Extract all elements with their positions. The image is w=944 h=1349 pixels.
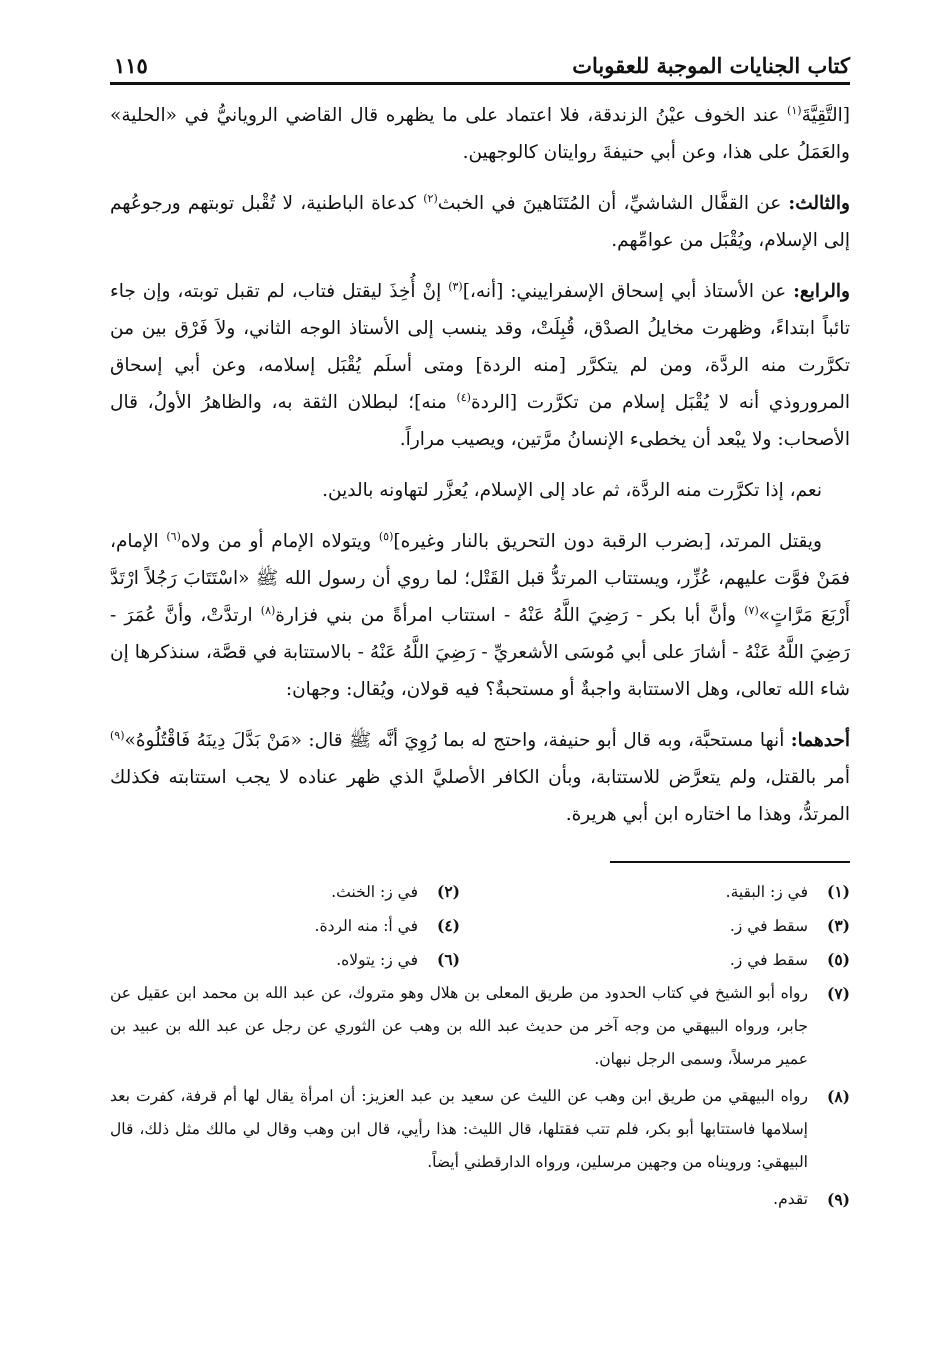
- footnote-ref: (٥): [378, 529, 394, 543]
- document-page: [110, 42, 850, 1220]
- footnote-ref: (١): [787, 103, 802, 117]
- footnote-ref: (٩): [110, 728, 125, 742]
- page-header: [110, 42, 850, 85]
- footnote-ref: (٣): [448, 279, 463, 293]
- footnotes-short: [110, 875, 850, 977]
- footnote: (٨) رواه البيهقي من طريق ابن وهب عن الليث عن سعيد بن عبد العزيز: أن امرأة يقال لها أم قرفة، كفرت بعد إسلامها فاستتابها أبو بكر، فلم تتب فقتلها، قال الليث: هذا رأيي، قال ابن وهب وقال لي مالك مثل ذلك، قال البيهقي: ورويناه من وجهين مرسلين، ورواه الدارقطني أيضاً.: [110, 1087, 850, 1171]
- footnote: (٢) في ز: الخنث.: [331, 882, 460, 901]
- paragraph-1: [التَّقِيَّةَ$^{(١)}$ عند الخوف عيْنُ الزندقة، فلا اعتماد على ما يظهره قال القاضي الرويانيُّ في «الحلية» والعَمَلُ على هذا، وعن أبي حنيفةَ روايتان كالوجهين.: [110, 103, 850, 163]
- paragraph-4: نعم، إذا تكرَّرت منه الردَّة، ثم عاد إلى الإسلام، يُعزَّر لتهاونه بالدين.: [322, 480, 822, 501]
- paragraph-lead: أحدهما:: [790, 730, 850, 751]
- paragraph-third-opinion: والثالث: عن القفَّال الشاشيِّ، أن المُتَنَاهينَ في الخبث$^{(٢)}$ كدعاة الباطنية، لا تُقْبل توبتهم ورجوعُهم إلى الإسلام، ويُقْبَل من عوامِّهم.: [110, 191, 850, 251]
- footnote: (٦) في ز: يتولاه.: [336, 950, 460, 969]
- paragraph-5: ويقتل المرتد، [بضرب الرقبة دون التحريق بالنار وغيره]$^{(٥)}$ ويتولاه الإمام أو من ولاه$^{(٦)}$ الإمام، فمَنْ فوَّت عليهم، عُزِّر، ويستتاب المرتدُّ قبل القَتْل؛ لما روي أن رسول الله ﷺ «اسْتَتَابَ رَجُلاً ارْتَدَّ أَرْبَعَ مَرَّاتٍ»$^{(٧)}$ وأنَّ أبا بكر - رَضِيَ اللَّهُ عَنْهُ - استتاب امرأةً من بني فزارة$^{(٨)}$ ارتدَّتْ، وأنَّ عُمَرَ - رَضِيَ اللَّهُ عَنْهُ - أشارَ على أبي مُوسَى الأشعريِّ - رَضِيَ اللَّهُ عَنْهُ - بالاستتابة في قصَّة، سنذكرها إن شاء الله تعالى، وهل الاستتابة واجبةٌ أو مستحبةٌ؟ فيه قولان، ويُقال: وجهان:: [110, 529, 850, 700]
- footnote-ref: (٢): [423, 191, 438, 205]
- footnote: (٥) سقط في ز.: [729, 950, 850, 969]
- footnote-ref: (٧): [744, 603, 759, 617]
- footnote-divider: [610, 861, 850, 863]
- footnote: (٩) تقدم.: [773, 1190, 850, 1209]
- footnote: (٤) في أ: منه الردة.: [314, 916, 460, 935]
- paragraph-lead: والثالث:: [788, 193, 850, 214]
- footnote-ref: (٨): [260, 603, 276, 617]
- footnote: (٧) رواه أبو الشيخ في كتاب الحدود من طريق المعلى بن هلال وهو متروك، عن عبد الله بن محمد ابن عقيل عن جابر، ورواه البيهقي من وجه آخر من حديث عبد الله بن وهب عن الثوري عن رجل عن عبد الله بن عبيد بن عمير مرسلاً، وسمى الرجل نبهان.: [110, 984, 850, 1068]
- paragraph-lead: والرابع:: [793, 281, 850, 302]
- paragraph-fourth-opinion: والرابع: عن الأستاذ أبي إسحاق الإسفراييني: [أنه،]$^{(٣)}$ إنْ أُخِذَ ليقتل فتاب، لم تقبل توبته، وإن جاء تائباً ابتداءً، وظهرت مخايلُ الصدْق، قُبِلَتْ، وقد ينسب إلى الأستاذ الوجه الثاني، ولاَ فَرْق بين من تكرَّرت منه الردَّة، ومن لم يتكرَّر [منه الردة] ومتى أسلَم يُقْبَل إسلامه، وعن أبي إسحاق المروروذي أنه لا يُقْبَل إسلام من تكرَّرت [الردة$^{(٤)}$ منه]؛ لبطلان الثقة به، والظاهرُ الأولُ، قال الأصحاب: ولا يبْعد أن يخطىء الإنسانُ مرَّتين، ويصيب مراراً.: [110, 279, 851, 450]
- footnote: (٣) سقط في ز.: [729, 916, 850, 935]
- footnote-ref: (٤): [456, 390, 471, 404]
- running-title: كتاب الجنايات الموجبة للعقوبات: [572, 53, 850, 78]
- footnote-ref: (٦): [166, 529, 181, 543]
- main-text: [110, 97, 850, 833]
- page-number: ١١٥: [114, 53, 148, 78]
- paragraph-first-view: أحدهما: أنها مستحبَّة، وبه قال أبو حنيفة، واحتج له بما رُوِيَ أنَّه ﷺ قال: «مَنْ بَدَّلَ دِينَهُ فَاقْتُلُوهُ»$^{(٩)}$ أمر بالقتل، ولم يتعرَّض للاستتابة، وبأن الكافر الأصليَّ الذي ظهر عناده لا يجب استتابته فكذلك المرتدُّ، وهذا ما اختاره ابن أبي هريرة.: [110, 728, 850, 825]
- footnote: (١) في ز: البقية.: [725, 882, 850, 901]
